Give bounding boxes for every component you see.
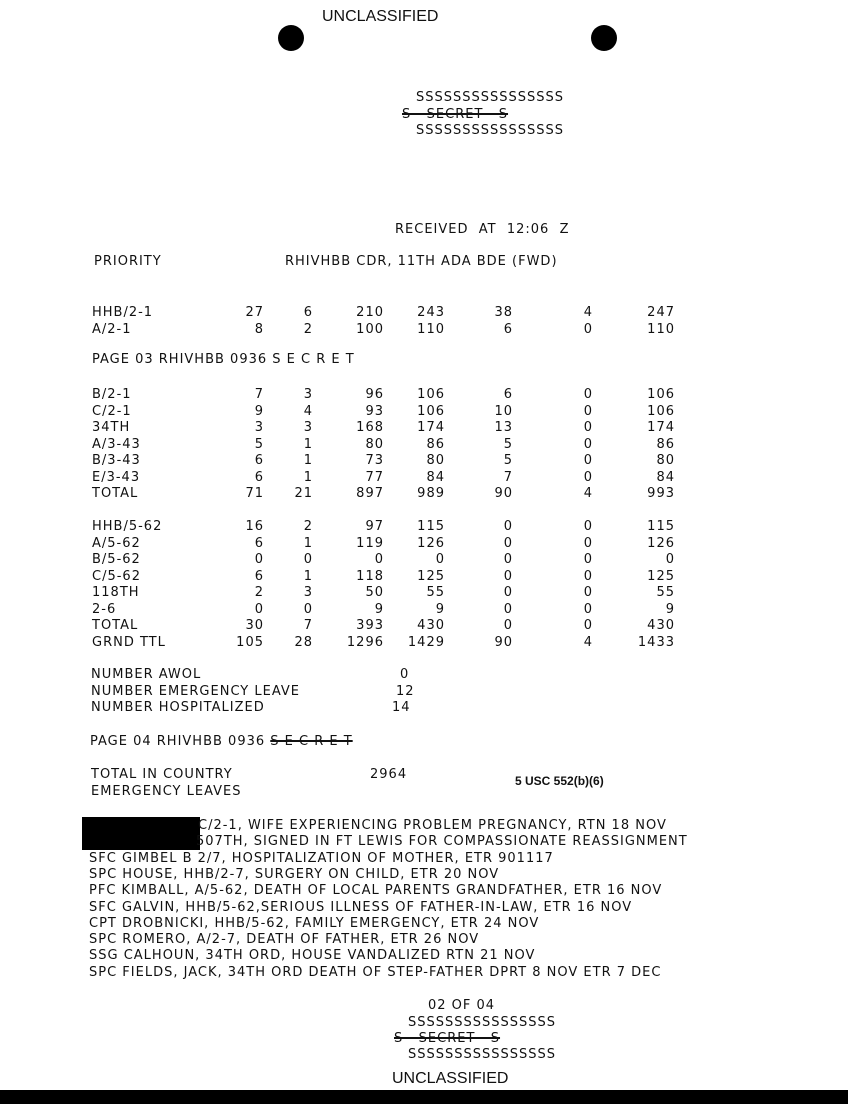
cell-value: 0: [583, 552, 593, 567]
cell-value: 0: [583, 469, 593, 485]
leave-entry: SPC ROMERO, A/2-7, DEATH OF FATHER, ETR 26 NOV: [89, 932, 480, 948]
cell-value: 0: [665, 552, 675, 567]
cell-value: 0: [583, 535, 593, 551]
table-row: [92, 618, 692, 634]
priority-label: PRIORITY: [94, 254, 162, 269]
classification-top: UNCLASSIFIED: [322, 8, 439, 25]
cell-value: 5: [254, 436, 264, 452]
cell-value: 13: [494, 420, 513, 435]
cell-value: 3: [254, 420, 264, 435]
cell-value: 6: [503, 387, 513, 402]
cell-value: 0: [374, 552, 384, 567]
cell-value: 7: [503, 469, 513, 485]
cell-value: 0: [583, 568, 593, 584]
page-header-04: [90, 734, 353, 749]
count-value: 0: [400, 667, 410, 682]
cell-value: 0: [303, 552, 313, 567]
cell-value: 100: [356, 322, 384, 337]
cell-value: 1: [303, 535, 313, 551]
leave-entry: PFC KIMBALL, A/5-62, DEATH OF LOCAL PARENTS GRANDFATHER, ETR 16 NOV: [89, 883, 663, 899]
count-value: 12: [396, 684, 415, 699]
cell-value: 2: [303, 322, 313, 337]
cell-value: 105: [236, 634, 264, 650]
cell-value: 118: [356, 568, 384, 584]
table-row: [92, 569, 692, 585]
redaction-block: [82, 817, 200, 850]
count-label: NUMBER HOSPITALIZED: [91, 700, 265, 715]
banner-line: SSSSSSSSSSSSSSSS: [408, 1015, 557, 1030]
cell-value: 21: [294, 486, 313, 501]
leave-entry: 507TH, SIGNED IN FT LEWIS FOR COMPASSIONATE REASSIGNMENT: [196, 834, 688, 850]
cell-value: 96: [365, 387, 384, 402]
unit-name: TOTAL: [92, 618, 139, 633]
unit-name: E/3-43: [92, 469, 141, 485]
cell-value: 0: [503, 585, 513, 600]
received-time: RECEIVED AT 12:06 Z: [395, 222, 570, 237]
cell-value: 1: [303, 436, 313, 452]
cell-value: 6: [254, 469, 264, 485]
cell-value: 1: [303, 568, 313, 584]
cell-value: 4: [583, 634, 593, 650]
cell-value: 73: [365, 453, 384, 468]
table-row: [92, 552, 692, 568]
cell-value: 110: [647, 322, 675, 337]
table-row: [92, 635, 692, 651]
cell-value: 247: [647, 305, 675, 320]
cell-value: 80: [426, 453, 445, 468]
scan-edge: [0, 1090, 848, 1104]
cell-value: 1429: [407, 634, 445, 650]
cell-value: 393: [356, 618, 384, 633]
cell-value: 0: [503, 535, 513, 551]
unit-name: 118TH: [92, 585, 140, 600]
unit-name: A/2-1: [92, 322, 132, 337]
cell-value: 6: [254, 453, 264, 468]
table-row: [92, 322, 692, 338]
unit-name: TOTAL: [92, 486, 139, 501]
cell-value: 27: [245, 305, 264, 320]
unit-name: HHB/2-1: [92, 305, 154, 320]
cell-value: 106: [417, 403, 445, 419]
punch-hole: [278, 25, 304, 51]
cell-value: 0: [583, 618, 593, 633]
cell-value: 30: [245, 618, 264, 633]
cell-value: 174: [647, 420, 675, 435]
cell-value: 3: [303, 585, 313, 600]
page-header-text: PAGE 04 RHIVHBB 0936: [90, 734, 271, 749]
leave-entry: SPC HOUSE, HHB/2-7, SURGERY ON CHILD, ETR 20 NOV: [89, 866, 500, 882]
count-label: NUMBER AWOL: [91, 667, 202, 682]
unit-name: A/3-43: [92, 436, 141, 452]
cell-value: 993: [647, 486, 675, 501]
cell-value: 55: [426, 585, 445, 600]
page-header-secret-struck: S E C R E T: [270, 734, 353, 749]
cell-value: 0: [503, 552, 513, 567]
leave-entry: SFC GALVIN, HHB/5-62,SERIOUS ILLNESS OF FATHER-IN-LAW, ETR 16 NOV: [89, 899, 633, 915]
banner-line: SSSSSSSSSSSSSSSS: [408, 1047, 557, 1062]
cell-value: 5: [503, 436, 513, 452]
total-in-country-value: 2964: [370, 767, 408, 782]
cell-value: 0: [254, 601, 264, 617]
banner-line: SSSSSSSSSSSSSSSS: [416, 90, 565, 105]
cell-value: 1296: [346, 634, 384, 650]
table-row: [92, 585, 692, 601]
unit-name: C/5-62: [92, 568, 141, 584]
cell-value: 3: [303, 387, 313, 402]
cell-value: 97: [365, 519, 384, 534]
cell-value: 0: [583, 403, 593, 419]
cell-value: 80: [365, 436, 384, 452]
unit-name: A/5-62: [92, 535, 141, 551]
cell-value: 4: [583, 305, 593, 320]
cell-value: 0: [503, 618, 513, 633]
cell-value: 0: [583, 601, 593, 617]
cell-value: 430: [417, 618, 445, 633]
cell-value: 1433: [637, 634, 675, 650]
cell-value: 9: [665, 601, 675, 617]
cell-value: 9: [435, 601, 445, 617]
cell-value: 6: [503, 322, 513, 337]
cell-value: 3: [303, 420, 313, 435]
cell-value: 9: [254, 403, 264, 419]
table-row: [92, 519, 692, 535]
cell-value: 0: [583, 387, 593, 402]
leave-entry: SSG CALHOUN, 34TH ORD, HOUSE VANDALIZED RTN 21 NOV: [89, 948, 536, 964]
leave-entry: SPC FIELDS, JACK, 34TH ORD DEATH OF STEP-FATHER DPRT 8 NOV ETR 7 DEC: [89, 964, 662, 980]
cell-value: 84: [426, 469, 445, 485]
exemption-code: 5 USC 552(b)(6): [515, 774, 604, 788]
cell-value: 84: [656, 469, 675, 485]
cell-value: 6: [254, 568, 264, 584]
cell-value: 115: [647, 519, 675, 534]
count-label: NUMBER EMERGENCY LEAVE: [91, 684, 300, 699]
leave-entry: C/2-1, WIFE EXPERIENCING PROBLEM PREGNANCY, RTN 18 NOV: [198, 818, 667, 833]
table-row: [92, 437, 692, 453]
cell-value: 10: [494, 403, 513, 419]
cell-value: 210: [356, 305, 384, 320]
cell-value: 119: [356, 535, 384, 551]
cell-value: 168: [356, 420, 384, 435]
cell-value: 0: [583, 436, 593, 452]
cell-value: 115: [417, 519, 445, 534]
cell-value: 90: [494, 634, 513, 650]
banner-line-struck: S SECRET S: [402, 107, 509, 122]
table-row: [92, 470, 692, 486]
unit-name: 34TH: [92, 420, 131, 435]
classification-bottom: UNCLASSIFIED: [392, 1070, 509, 1087]
unit-name: 2-6: [92, 601, 117, 617]
cell-value: 0: [503, 519, 513, 534]
cell-value: 110: [417, 322, 445, 337]
cell-value: 2: [254, 585, 264, 600]
cell-value: 125: [647, 568, 675, 584]
total-in-country-label: TOTAL IN COUNTRY: [91, 767, 233, 782]
cell-value: 243: [417, 305, 445, 320]
cell-value: 8: [254, 322, 264, 337]
cell-value: 38: [494, 305, 513, 320]
unit-name: HHB/5-62: [92, 519, 163, 534]
cell-value: 0: [583, 420, 593, 435]
cell-value: 0: [583, 519, 593, 534]
cell-value: 106: [647, 403, 675, 419]
cell-value: 106: [417, 387, 445, 402]
table-row: [92, 536, 692, 552]
unit-name: C/2-1: [92, 403, 132, 419]
leave-entry: SFC GIMBEL B 2/7, HOSPITALIZATION OF MOTHER, ETR 901117: [89, 850, 554, 866]
cell-value: 4: [303, 403, 313, 419]
page-number: 02 OF 04: [428, 998, 496, 1013]
table-row: [92, 486, 692, 502]
cell-value: 1: [303, 469, 313, 485]
cell-value: 90: [494, 486, 513, 501]
table-row: [92, 602, 692, 618]
table-row: [92, 387, 692, 403]
unit-name: GRND TTL: [92, 634, 166, 650]
cell-value: 28: [294, 634, 313, 650]
cell-value: 7: [303, 618, 313, 633]
cell-value: 2: [303, 519, 313, 534]
message-from: RHIVHBB CDR, 11TH ADA BDE (FWD): [285, 254, 558, 269]
cell-value: 897: [356, 486, 384, 501]
cell-value: 50: [365, 585, 384, 600]
table-row: [92, 420, 692, 436]
cell-value: 55: [656, 585, 675, 600]
cell-value: 9: [374, 601, 384, 617]
cell-value: 0: [503, 601, 513, 617]
cell-value: 16: [245, 519, 264, 534]
cell-value: 4: [583, 486, 593, 501]
cell-value: 7: [254, 387, 264, 402]
cell-value: 6: [303, 305, 313, 320]
emergency-leaves-label: EMERGENCY LEAVES: [91, 784, 242, 799]
cell-value: 125: [417, 568, 445, 584]
cell-value: 86: [656, 436, 675, 452]
cell-value: 93: [365, 403, 384, 419]
cell-value: 126: [417, 535, 445, 551]
cell-value: 0: [583, 453, 593, 468]
cell-value: 989: [417, 486, 445, 501]
cell-value: 430: [647, 618, 675, 633]
cell-value: 174: [417, 420, 445, 435]
unit-name: B/5-62: [92, 552, 141, 567]
banner-line: SSSSSSSSSSSSSSSS: [416, 123, 565, 138]
punch-hole: [591, 25, 617, 51]
cell-value: 0: [583, 585, 593, 600]
cell-value: 0: [303, 601, 313, 617]
page-header-03: PAGE 03 RHIVHBB 0936 S E C R E T: [92, 352, 355, 367]
cell-value: 0: [254, 552, 264, 567]
table-row: [92, 404, 692, 420]
cell-value: 6: [254, 535, 264, 551]
cell-value: 86: [426, 436, 445, 452]
cell-value: 80: [656, 453, 675, 468]
cell-value: 126: [647, 535, 675, 551]
banner-line-struck: S SECRET S: [394, 1031, 501, 1046]
count-value: 14: [392, 700, 411, 715]
unit-name: B/3-43: [92, 453, 141, 468]
cell-value: 0: [583, 322, 593, 337]
table-row: [92, 453, 692, 469]
leave-entry: CPT DROBNICKI, HHB/5-62, FAMILY EMERGENCY, ETR 24 NOV: [89, 915, 540, 931]
cell-value: 77: [365, 469, 384, 485]
cell-value: 0: [435, 552, 445, 567]
cell-value: 71: [245, 486, 264, 501]
cell-value: 1: [303, 453, 313, 468]
cell-value: 106: [647, 387, 675, 402]
unit-name: B/2-1: [92, 387, 132, 402]
table-row: [92, 305, 692, 321]
cell-value: 0: [503, 568, 513, 584]
cell-value: 5: [503, 453, 513, 468]
